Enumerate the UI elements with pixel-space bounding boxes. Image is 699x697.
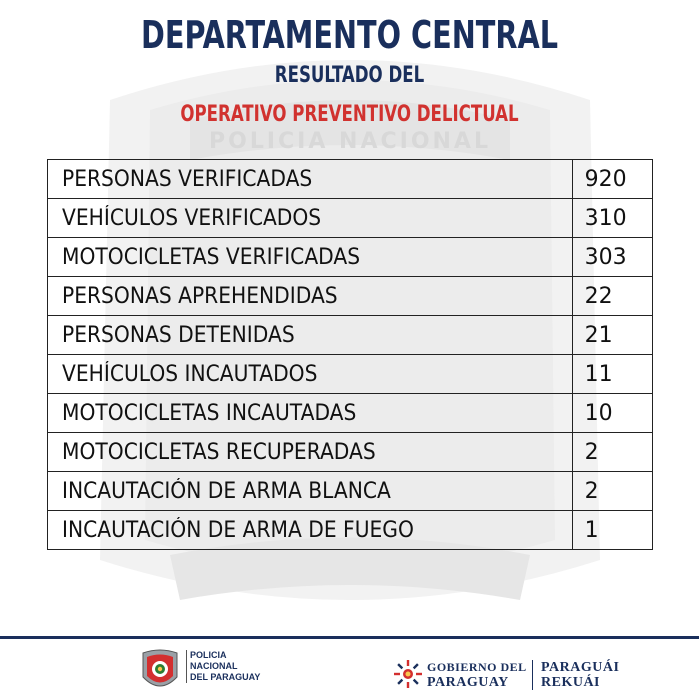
row-label: VEHÍCULOS INCAUTADOS: [48, 355, 573, 394]
row-label: INCAUTACIÓN DE ARMA DE FUEGO: [48, 511, 573, 550]
row-value: 303: [572, 238, 652, 277]
police-name-line2: NACIONAL: [190, 661, 238, 671]
government-name-line1: GOBIERNO DEL: [427, 660, 527, 674]
row-value: 2: [572, 472, 652, 511]
table-row: [48, 316, 653, 355]
police-shield-icon: [139, 649, 181, 693]
police-name-line1: POLICIA: [190, 650, 227, 660]
table-row: [48, 433, 653, 472]
operation-name: OPERATIVO PREVENTIVO DELICTUAL: [180, 102, 519, 127]
police-name-line3: DEL PARAGUAY: [190, 672, 261, 682]
rekuai-line1: PARAGUÁI: [541, 660, 620, 675]
footer-vertical-divider: [532, 660, 533, 690]
table-row: [48, 472, 653, 511]
row-label: PERSONAS APREHENDIDAS: [48, 277, 573, 316]
row-value: 1: [572, 511, 652, 550]
row-label: MOTOCICLETAS RECUPERADAS: [48, 433, 573, 472]
row-label: MOTOCICLETAS VERIFICADAS: [48, 238, 573, 277]
row-value: 10: [572, 394, 652, 433]
row-label: VEHÍCULOS VERIFICADOS: [48, 199, 573, 238]
row-label: MOTOCICLETAS INCAUTADAS: [48, 394, 573, 433]
table-row: [48, 160, 653, 199]
table-row: [48, 277, 653, 316]
table-row: [48, 355, 653, 394]
row-value: 21: [572, 316, 652, 355]
row-value: 11: [572, 355, 652, 394]
table-row: [48, 511, 653, 550]
results-table: [47, 159, 653, 550]
table-row: [48, 394, 653, 433]
page-subtitle: RESULTADO DEL: [274, 63, 425, 88]
row-value: 310: [572, 199, 652, 238]
watermark-text: POLICIA NACIONAL: [209, 129, 491, 154]
page-title: DEPARTAMENTO CENTRAL: [140, 13, 559, 57]
government-seal-icon: [392, 658, 424, 690]
government-name: [427, 660, 527, 690]
police-name: [186, 650, 260, 683]
table-row: [48, 199, 653, 238]
paraguai-rekuai: [541, 660, 619, 690]
row-label: INCAUTACIÓN DE ARMA BLANCA: [48, 472, 573, 511]
table-row: [48, 238, 653, 277]
row-value: 22: [572, 277, 652, 316]
rekuai-line2: REKUÁI: [541, 675, 601, 690]
government-name-line2: PARAGUAY: [427, 675, 509, 690]
row-label: PERSONAS VERIFICADAS: [48, 160, 573, 199]
row-value: 2: [572, 433, 652, 472]
row-label: PERSONAS DETENIDAS: [48, 316, 573, 355]
row-value: 920: [572, 160, 652, 199]
